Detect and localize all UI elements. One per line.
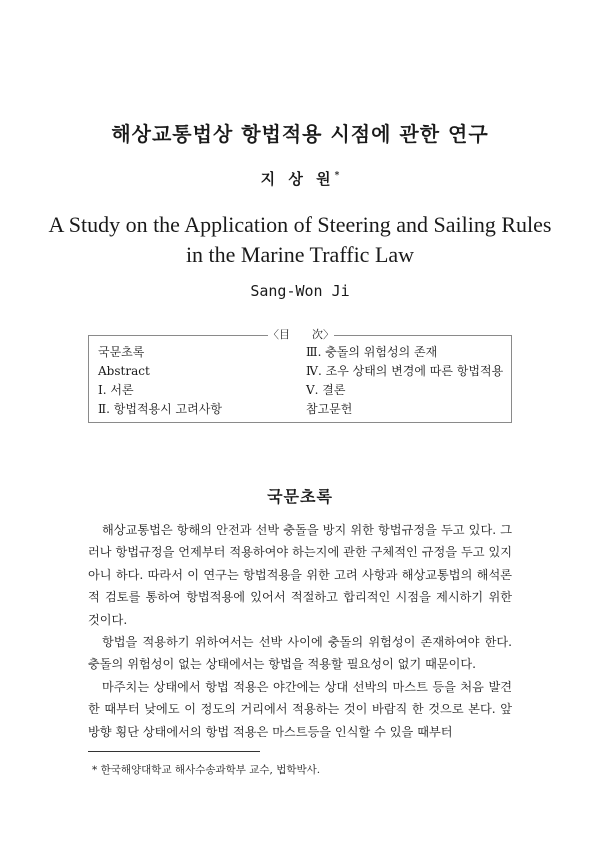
toc-heading: 〈目 次〉 — [268, 328, 334, 341]
toc-item[interactable]: 참고문헌 — [306, 402, 353, 416]
body-paragraph: 항법을 적용하기 위하여서는 선박 사이에 충돌의 위험성이 존재하여야 한다. 충돌의 위험성이 없는 상태에서는 항법을 적용할 필요성이 없기 때문이다. — [88, 635, 512, 672]
author-english: Sang-Won Ji — [250, 282, 350, 300]
toc-right-column — [306, 343, 503, 419]
paper-title-korean: 해상교통법상 항법적용 시점에 관한 연구 — [111, 122, 489, 146]
toc-left-column — [98, 343, 222, 419]
abstract-heading: 국문초록 — [267, 487, 333, 506]
body-paragraph: 해상교통법은 항해의 안전과 선박 충돌을 방지 위한 항법규정을 두고 있다. 그러나 항법규정을 언제부터 적용하여야 하는지에 관한 구체적인 규정을 두고 있지 아니 하다. 따라서 이 연구는 항법적용을 위한 고려 사항과 해상교통법의 해석론적 검토를 통하여 항법적용에 있어서 적절하고 합리적인 시점을 제시하기 위한 것이다. — [88, 523, 512, 627]
toc-item[interactable]: Ⅴ. 결론 — [306, 383, 346, 397]
author-korean — [0, 168, 600, 189]
english-title-line-1: A Study on the Application of Steering and Sailing Rules — [48, 212, 552, 237]
toc-item[interactable]: Abstract — [98, 364, 150, 378]
toc-item[interactable]: Ⅱ. 항법적용시 고려사항 — [98, 402, 222, 416]
toc-item[interactable]: Ⅳ. 조우 상태의 변경에 따른 항법적용 — [306, 364, 504, 378]
toc-item[interactable]: Ⅰ. 서론 — [98, 383, 134, 397]
abstract-body — [88, 519, 512, 743]
body-paragraph: 마주치는 상태에서 항법 적용은 야간에는 상대 선박의 마스트 등을 처음 발견한 때부터 낮에도 이 정도의 거리에서 적용하는 것이 바람직 한 것으로 본다. 앞 방향 횡단 상태에서의 항법 적용은 마스트등을 인식할 수 있을 때부터 — [88, 679, 512, 739]
author-name: 지 상 원 — [260, 170, 335, 188]
english-title-line-2: in the Marine Traffic Law — [185, 242, 415, 267]
paper-title-english — [0, 210, 600, 270]
footnote-divider — [88, 751, 260, 752]
footnote-text: * 한국해양대학교 해사수송과학부 교수, 법학박사. — [92, 764, 321, 776]
toc-item[interactable]: Ⅲ. 충돌의 위험성의 존재 — [306, 345, 438, 359]
author-footnote-mark[interactable]: * — [334, 171, 340, 181]
toc-item[interactable]: 국문초록 — [98, 345, 145, 359]
